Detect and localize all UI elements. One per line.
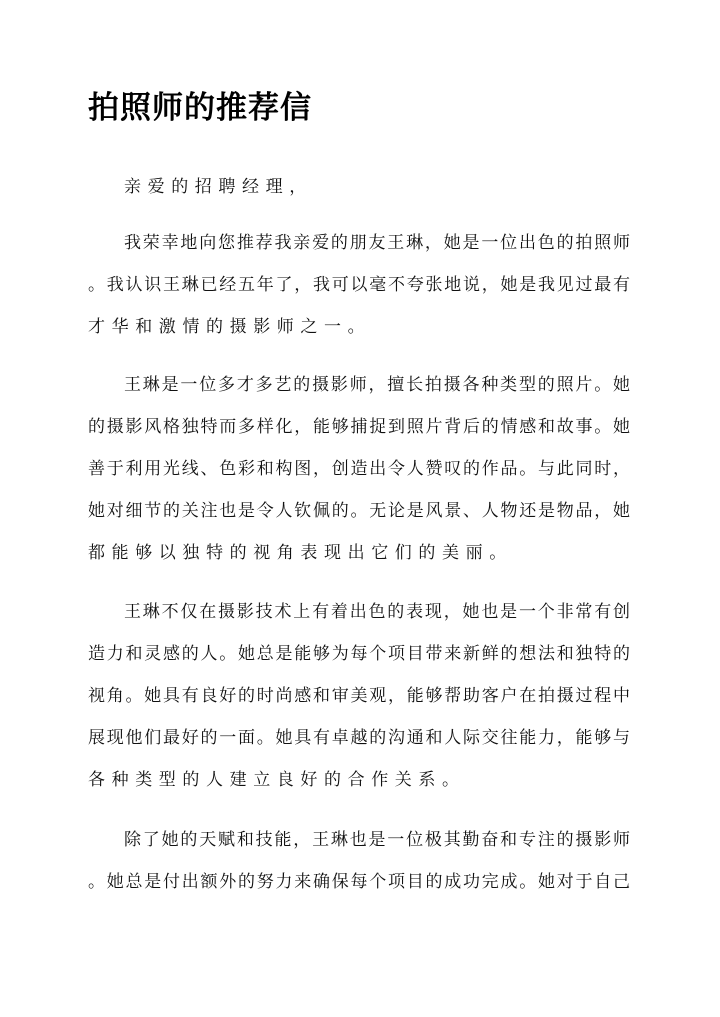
paragraph-line: 她对细节的关注也是令人钦佩的。无论是风景、人物还是物品，她 — [88, 501, 630, 520]
paragraph-line: 王琳是一位多才多艺的摄影师，擅长拍摄各种类型的照片。她 — [124, 375, 630, 394]
document-title: 拍照师的推荐信 — [88, 90, 312, 125]
paragraph-line: 的摄影风格独特而多样化，能够捕捉到照片背后的情感和故事。她 — [88, 417, 630, 436]
paragraph-line: 都能够以独特的视角表现出它们的美丽。 — [88, 543, 513, 562]
paragraph-line: 除了她的天赋和技能，王琳也是一位极其勤奋和专注的摄影师 — [124, 830, 630, 849]
paragraph-line: 造力和灵感的人。她总是能够为每个项目带来新鲜的想法和独特的 — [88, 644, 630, 663]
paragraph-line: 。我认识王琳已经五年了，我可以毫不夸张地说，她是我见过最有 — [88, 275, 630, 294]
paragraph-line: 才华和激情的摄影师之一。 — [88, 317, 372, 336]
paragraph-line: 王琳不仅在摄影技术上有着出色的表现，她也是一个非常有创 — [124, 602, 630, 621]
paragraph-line: 。她总是付出额外的努力来确保每个项目的成功完成。她对于自己 — [88, 872, 630, 891]
paragraph-line: 展现他们最好的一面。她具有卓越的沟通和人际交往能力，能够与 — [88, 728, 630, 747]
salutation: 亲爱的招聘经理， — [124, 177, 313, 196]
paragraph-line: 我荣幸地向您推荐我亲爱的朋友王琳，她是一位出色的拍照师 — [124, 233, 630, 252]
paragraph-line: 视角。她具有良好的时尚感和审美观，能够帮助客户在拍摄过程中 — [88, 686, 630, 705]
paragraph-line: 各种类型的人建立良好的合作关系。 — [88, 770, 466, 789]
paragraph-line: 善于利用光线、色彩和构图，创造出令人赞叹的作品。与此同时， — [88, 459, 630, 478]
